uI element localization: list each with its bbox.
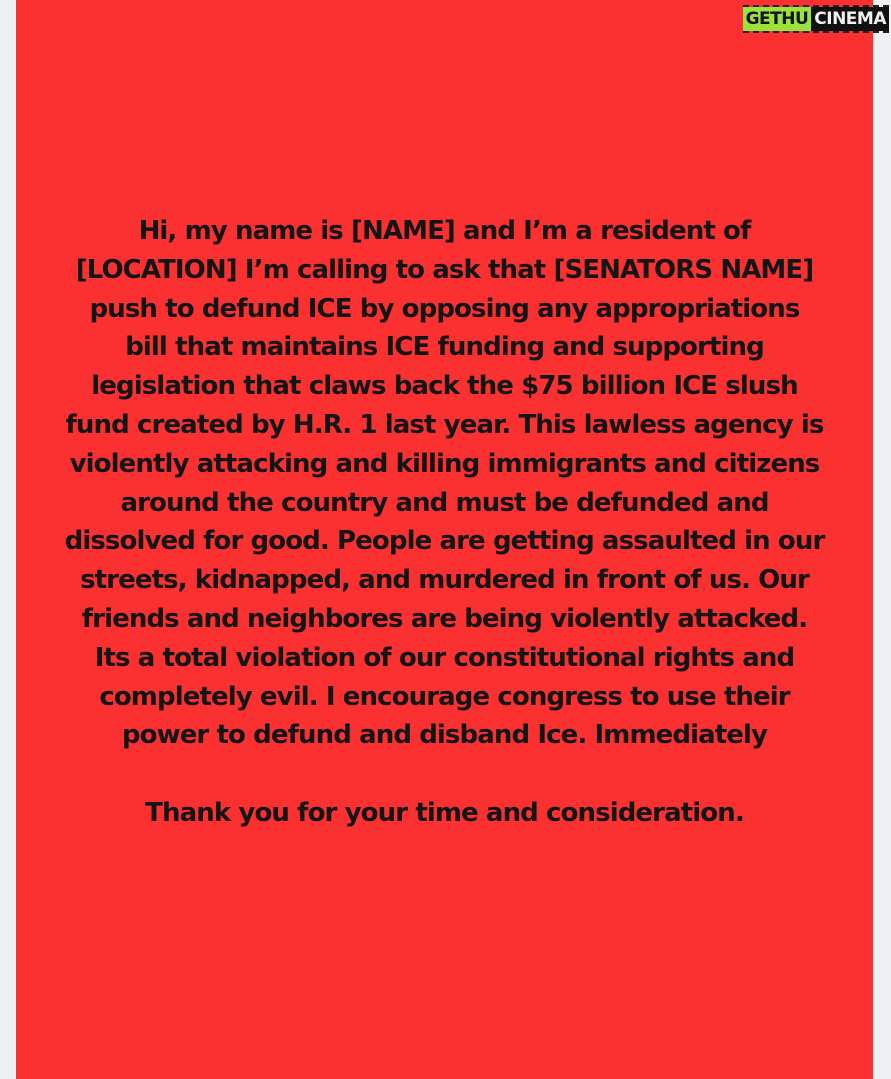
watermark-left-text: GETHU bbox=[743, 7, 812, 31]
script-line-8: around the country and must be defunded and bbox=[120, 487, 769, 518]
script-line-14: power to defund and disband Ice. Immediately bbox=[121, 720, 768, 751]
script-line-11: friends and neighbores are being violently attacked. bbox=[81, 603, 808, 634]
script-line-9: dissolved for good. People are getting assaulted in our bbox=[64, 526, 825, 557]
script-line-7: violently attacking and killing immigrants and citizens bbox=[69, 448, 820, 479]
channel-watermark-logo bbox=[743, 5, 889, 33]
red-document-page bbox=[16, 0, 873, 1079]
script-line-10: streets, kidnapped, and murdered in front of us. Our bbox=[80, 565, 809, 596]
script-line-13: completely evil. I encourage congress to use their bbox=[99, 681, 790, 712]
script-line-4: bill that maintains ICE funding and supporting bbox=[125, 332, 764, 363]
script-line-2: [LOCATION] I’m calling to ask that [SENATORS NAME] bbox=[75, 254, 814, 285]
script-line-12: Its a total violation of our constitutional rights and bbox=[94, 642, 795, 673]
closing-line: Thank you for your time and consideration. bbox=[145, 798, 744, 829]
script-line-6: fund created by H.R. 1 last year. This lawless agency is bbox=[65, 409, 824, 440]
call-script-text bbox=[16, 212, 873, 833]
watermark-right-text: CINEMA bbox=[811, 7, 889, 31]
script-line-3: push to defund ICE by opposing any appropriations bbox=[89, 293, 800, 324]
script-line-5: legislation that claws back the $75 billion ICE slush bbox=[91, 371, 798, 402]
script-line-1: Hi, my name is [NAME] and I’m a resident of bbox=[138, 216, 751, 246]
